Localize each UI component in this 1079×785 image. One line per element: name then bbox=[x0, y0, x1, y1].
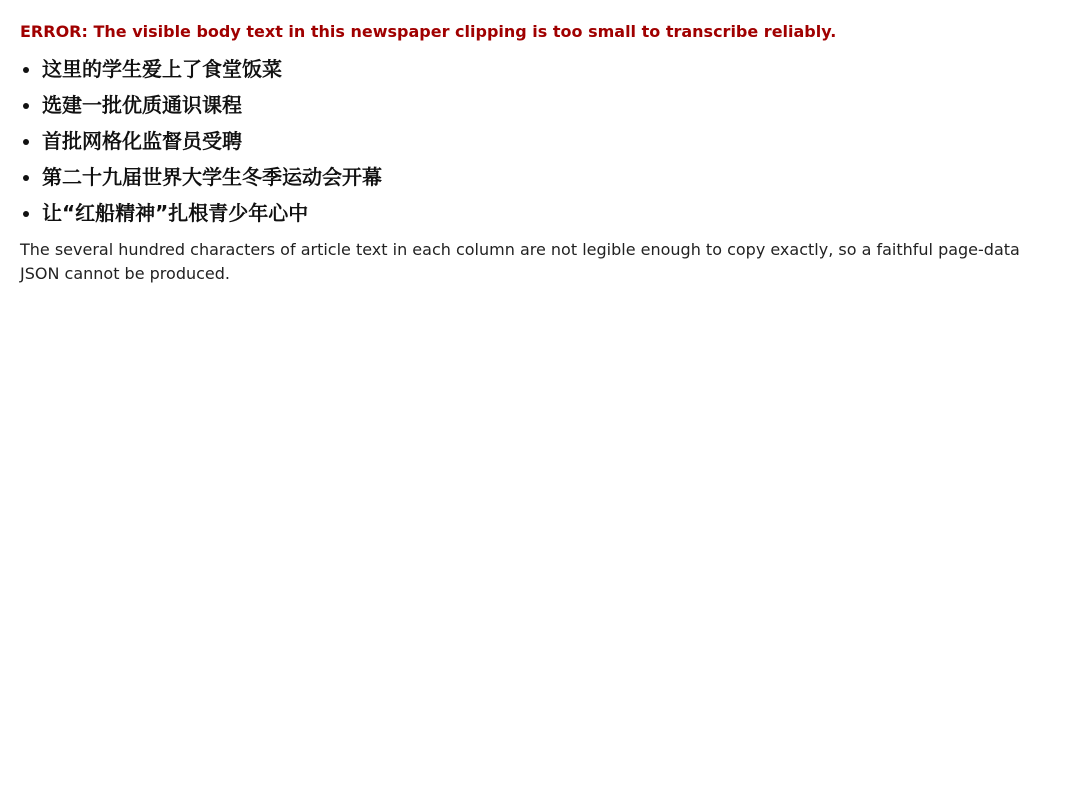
headline-item: • 这里的学生爱上了食堂饭菜 bbox=[42, 54, 1059, 84]
headline-list bbox=[20, 54, 1059, 228]
headline-item: • 选建一批优质通识课程 bbox=[42, 90, 1059, 120]
headline-item: • 第二十九届世界大学生冬季运动会开幕 bbox=[42, 162, 1059, 192]
error-notice bbox=[20, 20, 1059, 286]
headline-item: • 让“红船精神”扎根青少年心中 bbox=[42, 198, 1059, 228]
headline-item: • 首批网格化监督员受聘 bbox=[42, 126, 1059, 156]
explanation-text: The several hundred characters of article text in each column are not legible enough to copy exactly, so a faithful page-data JSON cannot be produced. bbox=[20, 240, 1020, 283]
error-message: ERROR: The visible body text in this newspaper clipping is too small to transcribe reliably. bbox=[20, 22, 837, 41]
